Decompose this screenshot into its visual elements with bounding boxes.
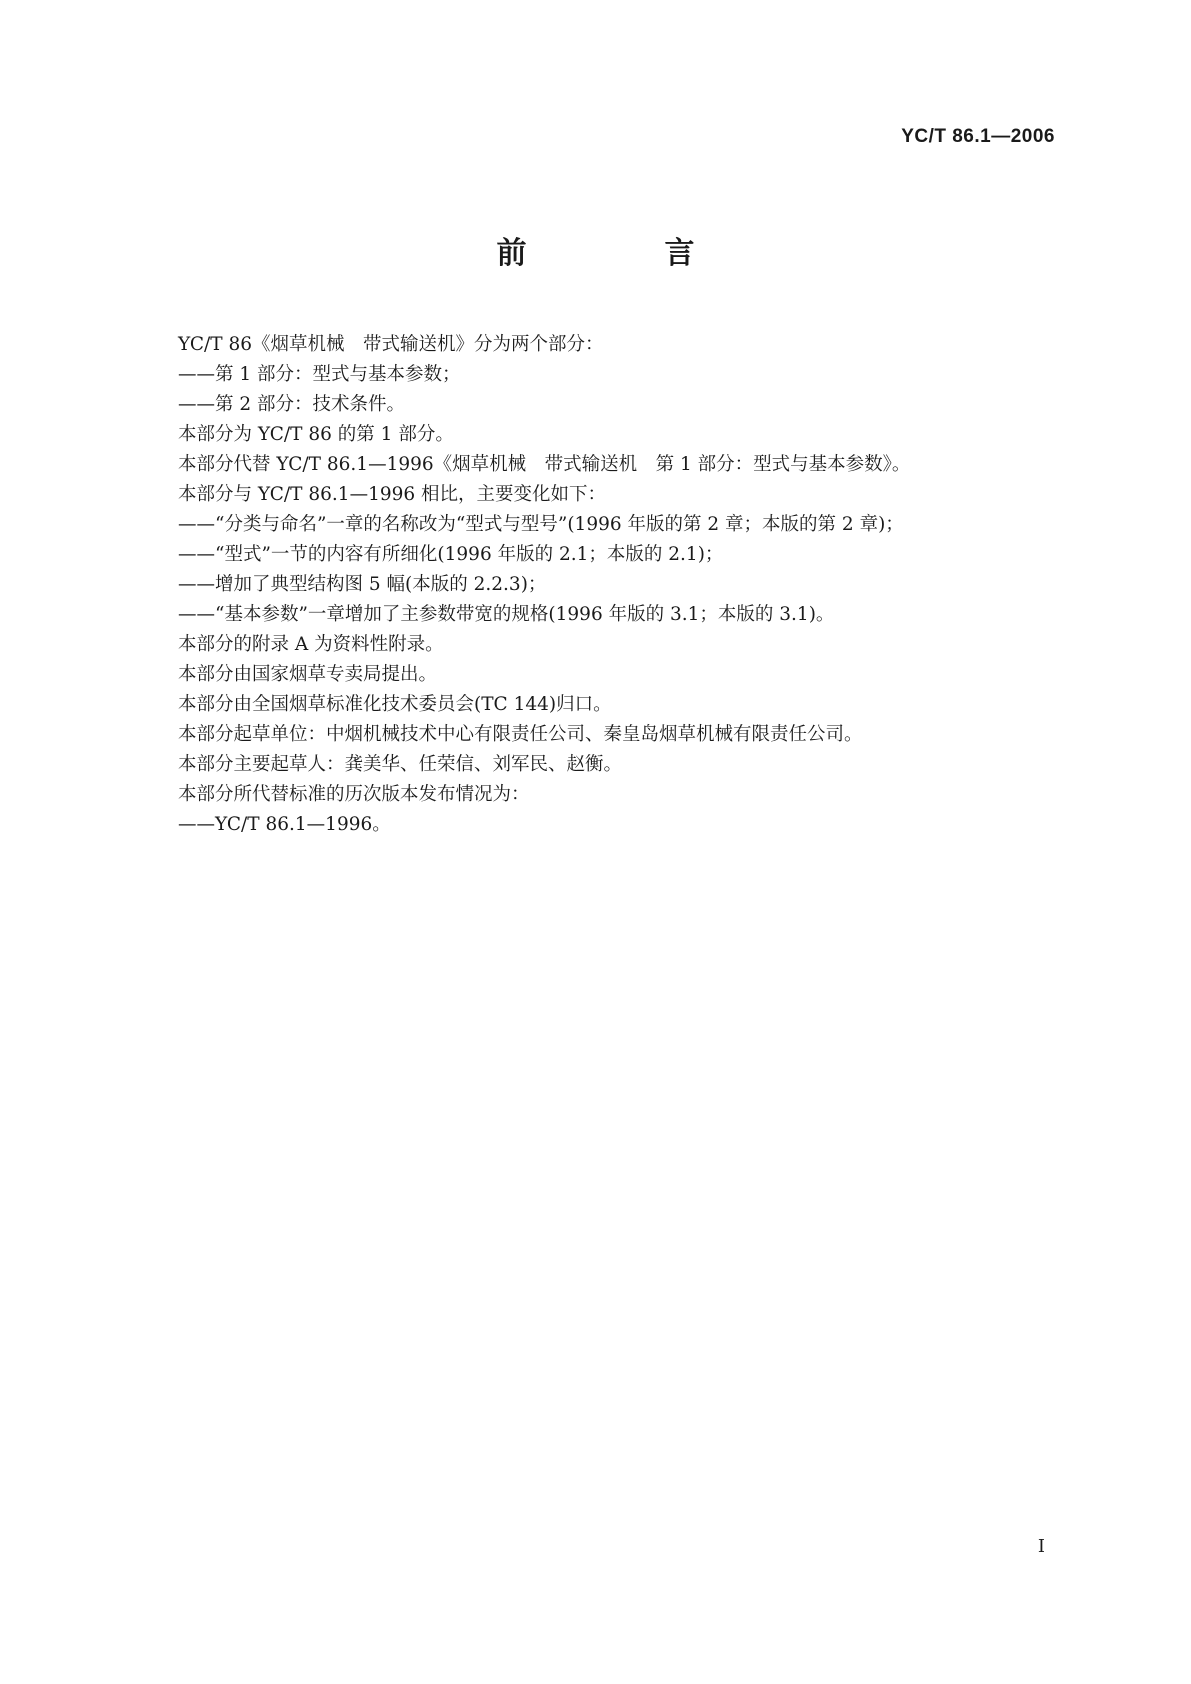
foreword-body (178, 330, 1058, 840)
body-line: 本部分为 YC/T 86 的第 1 部分。 (178, 424, 454, 445)
body-line: ——YC/T 86.1—1996。 (178, 814, 391, 835)
document-id: YC/T 86.1—2006 (901, 126, 1055, 147)
body-line: ——增加了典型结构图 5 幅(本版的 2.2.3)； (178, 574, 547, 595)
body-line: 本部分由国家烟草专卖局提出。 (178, 664, 438, 685)
body-line: 本部分主要起草人：龚美华、任荣信、刘军民、赵衡。 (178, 754, 623, 775)
body-line: YC/T 86《烟草机械 带式输送机》分为两个部分： (178, 334, 604, 355)
body-line: 本部分代替 YC/T 86.1—1996《烟草机械 带式输送机 第 1 部分：型式与基本参数》。 (178, 454, 911, 475)
body-line: 本部分由全国烟草标准化技术委员会(TC 144)归口。 (178, 694, 612, 715)
page-number: I (1037, 1536, 1045, 1557)
body-line: 本部分的附录 A 为资料性附录。 (178, 634, 444, 655)
body-line: ——“基本参数”一章增加了主参数带宽的规格(1996 年版的 3.1；本版的 3.1)。 (178, 604, 835, 625)
body-line: ——“分类与命名”一章的名称改为“型式与型号”(1996 年版的第 2 章；本版的第 2 章)； (178, 514, 904, 535)
page-title: 前 言 (496, 236, 749, 271)
body-line: ——“型式”一节的内容有所细化(1996 年版的 2.1；本版的 2.1)； (178, 544, 724, 565)
body-line: ——第 1 部分：型式与基本参数； (178, 364, 461, 385)
body-line: ——第 2 部分：技术条件。 (178, 394, 406, 415)
body-line: 本部分起草单位：中烟机械技术中心有限责任公司、秦皇岛烟草机械有限责任公司。 (178, 724, 863, 745)
body-line: 本部分与 YC/T 86.1—1996 相比，主要变化如下： (178, 484, 607, 505)
body-line: 本部分所代替标准的历次版本发布情况为： (178, 784, 530, 805)
